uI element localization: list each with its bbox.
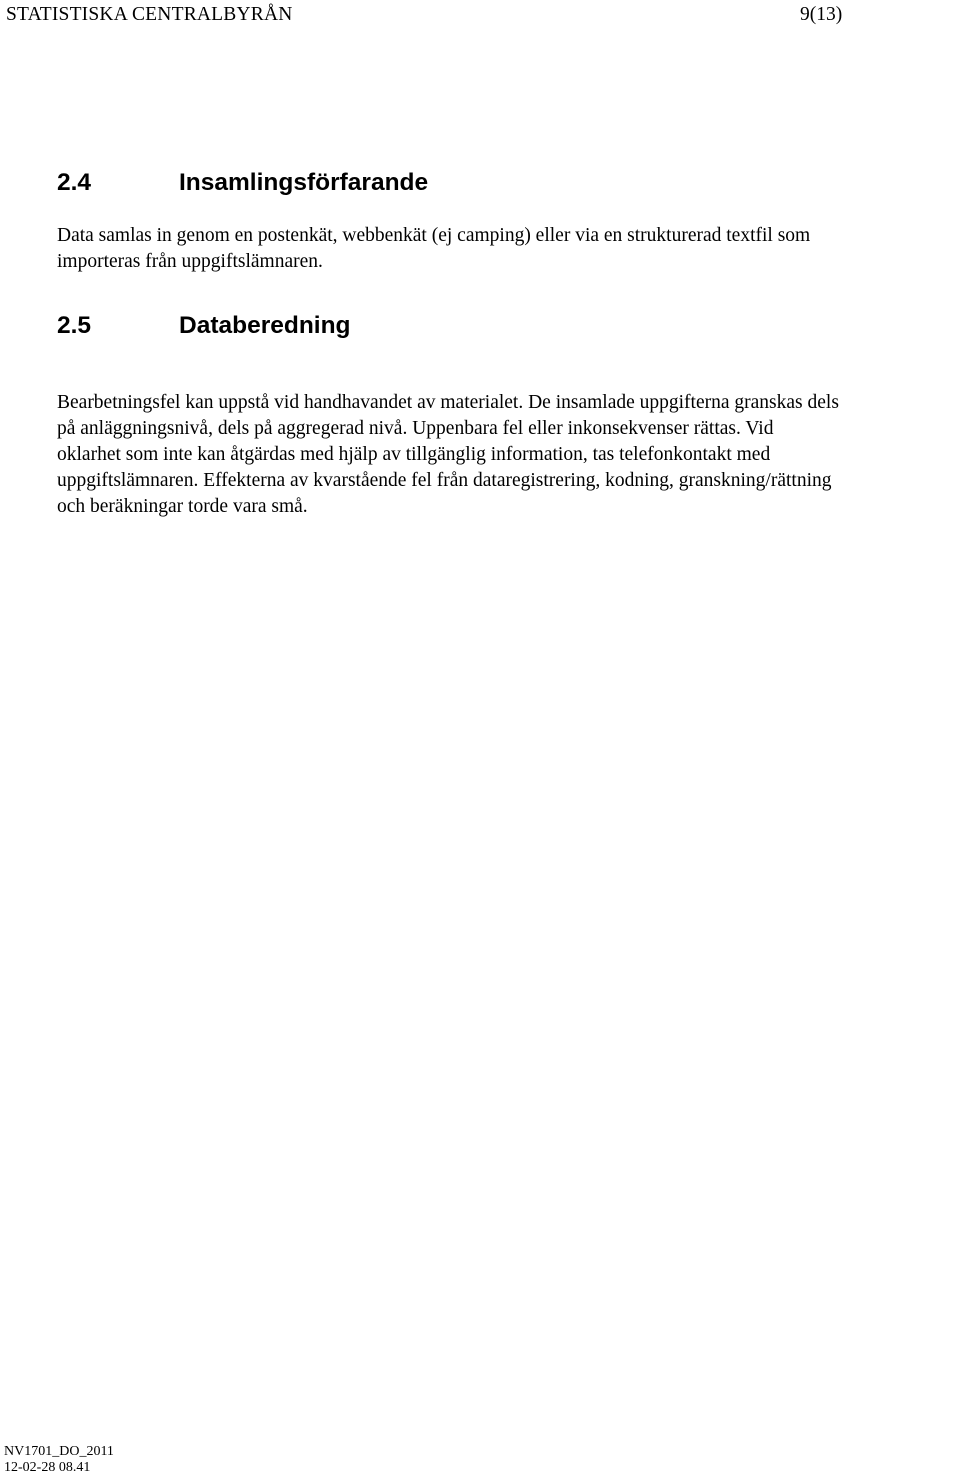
paragraph-line: Data samlas in genom en postenkät, webbenkät (ej camping) eller via en strukturerad textfil som (57, 225, 811, 246)
section-2-4-paragraph (57, 223, 960, 275)
section-number: 2.5 (57, 312, 92, 339)
paragraph-line: och beräkningar torde vara små. (57, 496, 308, 517)
organization-name: STATISTISKA CENTRALBYRÅN (6, 4, 293, 25)
page-number: 9(13) (800, 4, 843, 25)
section-heading-2-4 (57, 168, 428, 198)
section-2-5-paragraph (57, 390, 960, 520)
paragraph-line: importeras från uppgiftslämnaren. (57, 251, 323, 272)
document-id: NV1701_DO_2011 (4, 1444, 114, 1459)
paragraph-line: på anläggningsnivå, dels på aggregerad nivå. Uppenbara fel eller inkonsekvenser rättas. Vid (57, 418, 774, 439)
section-number: 2.4 (57, 169, 92, 196)
section-title: Databeredning (179, 312, 351, 339)
paragraph-line: Bearbetningsfel kan uppstå vid handhavandet av materialet. De insamlade uppgifterna granskas dels (57, 392, 839, 413)
footer-timestamp: 12-02-28 08.41 (4, 1460, 91, 1475)
section-title: Insamlingsförfarande (179, 169, 429, 196)
section-heading-2-5 (57, 311, 351, 341)
paragraph-line: uppgiftslämnaren. Effekterna av kvarstående fel från dataregistrering, kodning, granskning/rättning (57, 470, 832, 491)
paragraph-line: oklarhet som inte kan åtgärdas med hjälp av tillgänglig information, tas telefonkontakt med (57, 444, 771, 465)
